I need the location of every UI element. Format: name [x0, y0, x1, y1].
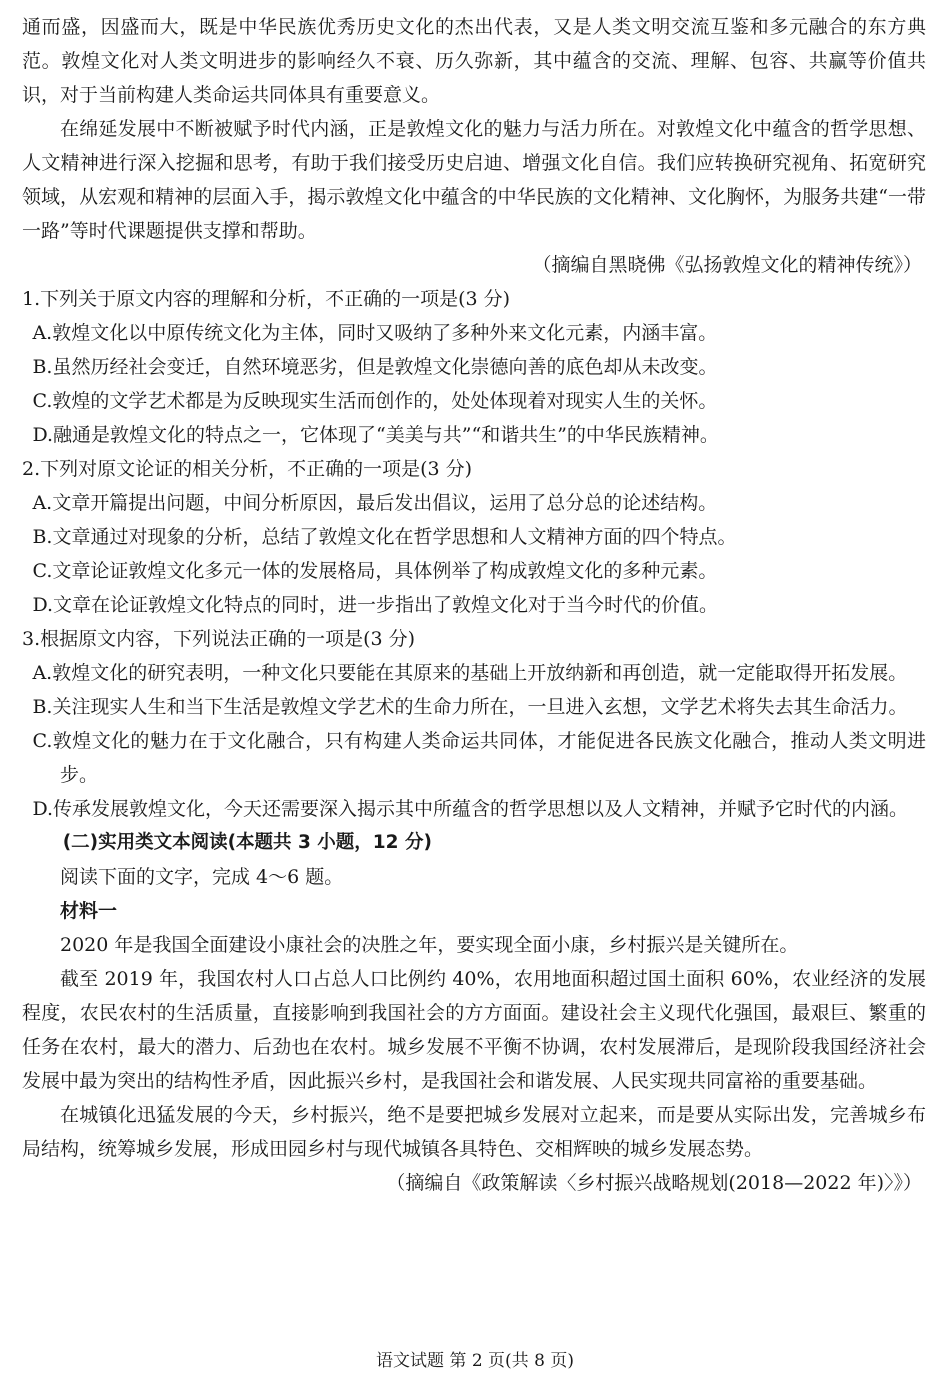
passage-source: （摘编自黑晓佛《弘扬敦煌文化的精神传统》） — [532, 254, 922, 276]
material-label: 材料一 — [60, 900, 118, 922]
option-a: A.敦煌文化以中原传统文化为主体，同时又吸纳了多种外来文化元素，内涵丰富。 — [32, 322, 718, 344]
passage-paragraph: 在绵延发展中不断被赋予时代内涵，正是敦煌文化的魅力与活力所在。对敦煌文化中蕴含的哲学思想、人文精神进行深入挖掘和思考，有助于我们接受历史启迪、增强文化自信。我们应转换研究视角、拓宽研究领域，从宏观和精神的层面入手，揭示敦煌文化中蕴含的中华民族的文化精神、文化胸怀，为服务共建“一带一路”等时代课题提供支撑和帮助。 — [22, 118, 926, 242]
question-1 — [22, 282, 926, 452]
option-b: B.虽然历经社会变迁，自然环境恶劣，但是敦煌文化崇德向善的底色却从未改变。 — [32, 356, 718, 378]
option-c: C.敦煌文化的魅力在于文化融合，只有构建人类命运共同体，才能促进各民族文化融合，推动人类文明进步。 — [32, 730, 926, 786]
option-c: C.文章论证敦煌文化多元一体的发展格局，具体例举了构成敦煌文化的多种元素。 — [32, 560, 718, 582]
option-d: D.传承发展敦煌文化，今天还需要深入揭示其中所蕴含的哲学思想以及人文精神，并赋予它时代的内涵。 — [32, 798, 909, 820]
question-stem: 1.下列关于原文内容的理解和分析，不正确的一项是(3 分) — [22, 288, 511, 310]
option-d: D.文章在论证敦煌文化特点的同时，进一步指出了敦煌文化对于当今时代的价值。 — [32, 594, 719, 616]
question-stem: 2.下列对原文论证的相关分析，不正确的一项是(3 分) — [22, 458, 473, 480]
section-instruction: 阅读下面的文字，完成 4～6 题。 — [60, 866, 344, 888]
question-stem: 3.根据原文内容，下列说法正确的一项是(3 分) — [22, 628, 416, 650]
material-paragraph: 在城镇化迅猛发展的今天，乡村振兴，绝不是要把城乡发展对立起来，而是要从实际出发，完善城乡布局结构，统筹城乡发展，形成田园乡村与现代城镇各具特色、交相辉映的城乡发展态势。 — [22, 1104, 926, 1160]
option-a: A.文章开篇提出问题，中间分析原因，最后发出倡议，运用了总分总的论述结构。 — [32, 492, 718, 514]
option-a: A.敦煌文化的研究表明，一种文化只要能在其原来的基础上开放纳新和再创造，就一定能取得开拓发展。 — [32, 662, 908, 684]
question-2 — [22, 452, 926, 622]
material-paragraph: 截至 2019 年，我国农村人口占总人口比例约 40%，农用地面积超过国土面积 60%，农业经济的发展程度，农民农村的生活质量，直接影响到我国社会的方方面面。建设社会主义现代化强国，最艰巨、繁重的任务在农村，最大的潜力、后劲也在农村。城乡发展不平衡不协调，农村发展滞后，是现阶段我国经济社会发展中最为突出的结构性矛盾，因此振兴乡村，是我国社会和谐发展、人民实现共同富裕的重要基础。 — [22, 968, 926, 1092]
section-heading: (二)实用类文本阅读(本题共 3 小题，12 分) — [62, 832, 432, 853]
material-paragraph: 2020 年是我国全面建设小康社会的决胜之年，要实现全面小康，乡村振兴是关键所在。 — [60, 934, 799, 956]
option-c: C.敦煌的文学艺术都是为反映现实生活而创作的，处处体现着对现实人生的关怀。 — [32, 390, 718, 412]
option-b: B.文章通过对现象的分析，总结了敦煌文化在哲学思想和人文精神方面的四个特点。 — [32, 526, 737, 548]
page-footer: 语文试题 第 2 页(共 8 页) — [376, 1351, 574, 1371]
question-3 — [22, 622, 926, 826]
option-d: D.融通是敦煌文化的特点之一，它体现了“美美与共”“和谐共生”的中华民族精神。 — [32, 424, 719, 446]
passage-paragraph: 通而盛，因盛而大，既是中华民族优秀历史文化的杰出代表，又是人类文明交流互鉴和多元融合的东方典范。敦煌文化对人类文明进步的影响经久不衰、历久弥新，其中蕴含的交流、理解、包容、共赢等价值共识，对于当前构建人类命运共同体具有重要意义。 — [22, 16, 926, 106]
material-source: （摘编自《政策解读〈乡村振兴战略规划(2018—2022 年)〉》） — [386, 1172, 922, 1194]
option-b: B.关注现实人生和当下生活是敦煌文学艺术的生命力所在，一旦进入玄想，文学艺术将失去其生命活力。 — [32, 696, 908, 718]
